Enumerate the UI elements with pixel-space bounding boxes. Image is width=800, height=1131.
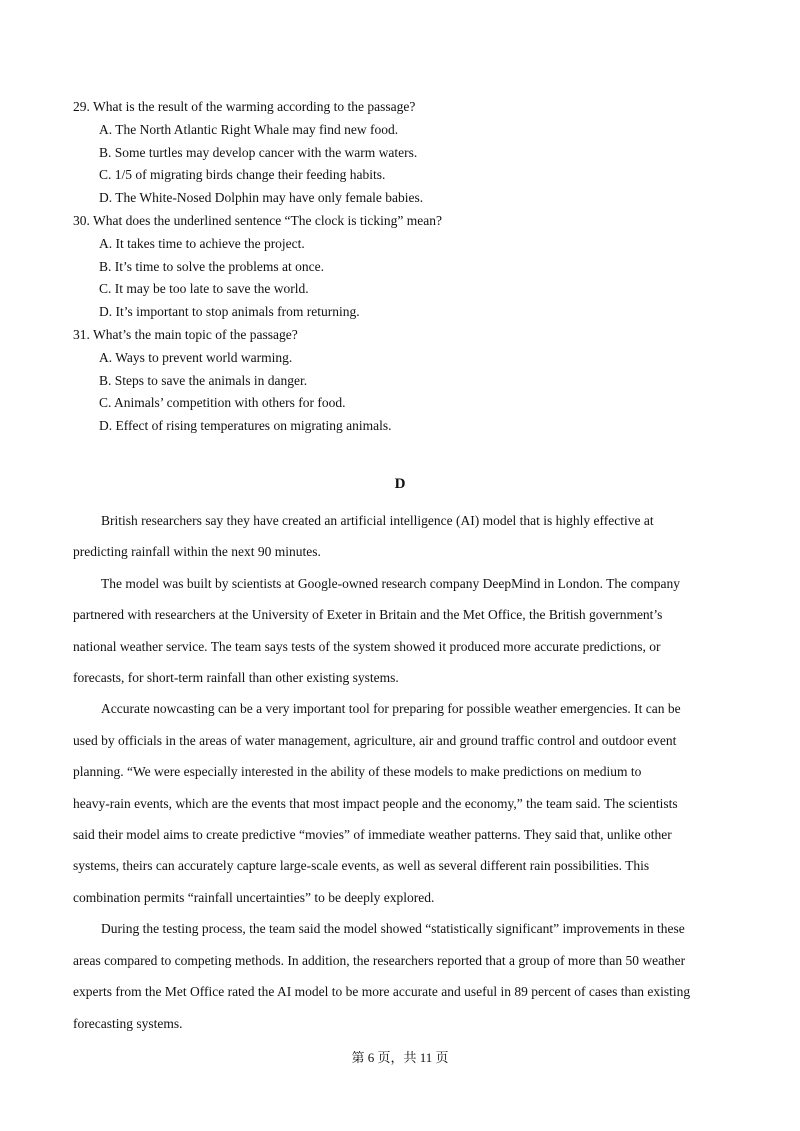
question-29	[73, 96, 733, 210]
paragraph-line: partnered with researchers at the University of Exeter in Britain and the Met Office, the British government’s	[73, 607, 663, 623]
question-30	[73, 210, 733, 324]
paragraph-line: British researchers say they have created an artificial intelligence (AI) model that is highly effective at	[101, 513, 654, 528]
paragraph-line: The model was built by scientists at Google-owned research company DeepMind in London. The company	[101, 575, 680, 591]
paragraph-line: forecasting systems.	[73, 1015, 183, 1031]
paragraph-line: planning. “We were especially interested in the ability of these models to make predictions on medium to	[73, 764, 642, 780]
paragraph-line: predicting rainfall within the next 90 minutes.	[73, 544, 321, 560]
paragraph-line: forecasts, for short-term rainfall than other existing systems.	[73, 670, 399, 686]
option-b: B. Some turtles may develop cancer with the warm waters.	[99, 144, 418, 160]
paragraph-line: experts from the Met Office rated the AI model to be more accurate and useful in 89 percent of cases than existing	[73, 984, 691, 1000]
option-b: B. Steps to save the animals in danger.	[99, 372, 308, 388]
paragraph-line: used by officials in the areas of water management, agriculture, air and ground traffic control and outdoor event	[73, 732, 677, 748]
question-list	[73, 96, 733, 438]
paragraph-3	[73, 693, 721, 913]
paragraph-line: national weather service. The team says tests of the system showed it produced more accurate predictions, or	[73, 638, 661, 654]
paragraph-line: combination permits “rainfall uncertainties” to be deeply explored.	[73, 889, 435, 905]
section-heading: D	[394, 476, 406, 492]
paragraph-4	[73, 913, 721, 1039]
option-a: A. Ways to prevent world warming.	[99, 349, 293, 365]
option-d: D. The White-Nosed Dolphin may have only female babies.	[99, 190, 424, 206]
option-c: C. It may be too late to save the world.	[99, 281, 309, 297]
option-b: B. It’s time to solve the problems at once.	[99, 258, 324, 274]
question-31	[73, 324, 733, 438]
paragraph-line: said their model aims to create predictive “movies” of immediate weather patterns. They said that, unlike other	[73, 827, 672, 843]
paragraph-line: During the testing process, the team said the model showed “statistically significant” improvements in these	[101, 921, 685, 937]
paragraph-line: Accurate nowcasting can be a very important tool for preparing for possible weather emergencies. It can be	[101, 701, 681, 717]
option-c: C. Animals’ competition with others for food.	[99, 395, 346, 411]
paragraph-1	[73, 505, 721, 568]
page-footer: 第 6 页，共 11 页	[351, 1050, 449, 1065]
option-a: A. The North Atlantic Right Whale may find new food.	[99, 121, 399, 137]
question-stem: 31. What’s the main topic of the passage?	[73, 326, 298, 342]
option-c: C. 1/5 of migrating birds change their feeding habits.	[99, 167, 386, 183]
question-stem: 30. What does the underlined sentence “The clock is ticking” mean?	[73, 212, 442, 228]
reading-passage	[73, 505, 721, 1039]
paragraph-line: heavy-rain events, which are the events that most impact people and the economy,” the team said. The scientists	[73, 795, 678, 811]
option-d: D. Effect of rising temperatures on migrating animals.	[99, 418, 392, 434]
paragraph-2	[73, 568, 721, 694]
paragraph-line: areas compared to competing methods. In addition, the researchers reported that a group of more than 50 weather	[73, 952, 686, 968]
question-stem: 29. What is the result of the warming according to the passage?	[73, 99, 416, 114]
option-d: D. It’s important to stop animals from returning.	[99, 304, 360, 320]
option-a: A. It takes time to achieve the project.	[99, 235, 305, 251]
paragraph-line: systems, theirs can accurately capture large-scale events, as well as several different rain possibilities. This	[73, 858, 650, 874]
